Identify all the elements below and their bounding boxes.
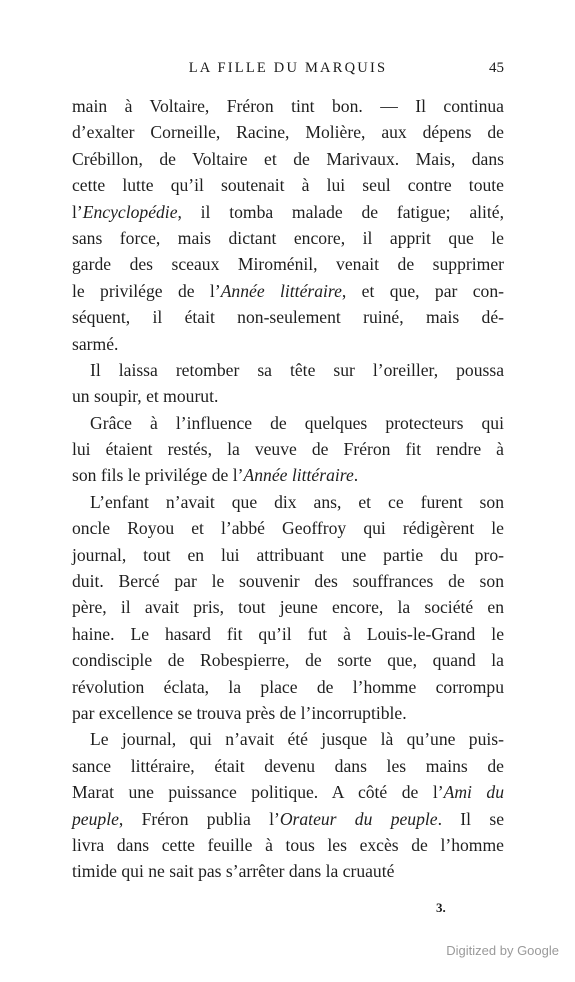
text-line [72, 621, 504, 647]
text-line [72, 357, 504, 383]
text-segment: son fils le privilége de l’ [72, 465, 244, 486]
text-segment: journal, tout en lui attribuant une partie du pro- [72, 544, 504, 565]
signature-mark: 3. [436, 900, 446, 915]
text-segment: séquent, il était non-seulement ruiné, mais dé- [72, 307, 504, 328]
text-line [72, 462, 504, 488]
text-line [72, 119, 504, 145]
text-line [72, 146, 504, 172]
text-line [72, 199, 504, 225]
text-segment: livra dans cette feuille à tous les excès de l’homme [72, 834, 504, 855]
text-line [72, 278, 504, 304]
text-line [72, 304, 504, 330]
text-segment: timide qui ne sait pas s’arrêter dans la cruauté [72, 861, 395, 882]
text-line [72, 489, 504, 515]
text-segment: sans force, mais dictant encore, il apprit que le [72, 227, 504, 248]
text-segment: l’ [72, 201, 83, 222]
text-segment: , il tomba malade de fatigue; alité, [177, 201, 504, 222]
text-line [72, 779, 504, 805]
text-segment: main à Voltaire, Fréron tint bon. — Il continua [72, 96, 504, 116]
text-line [72, 858, 504, 884]
text-line [72, 251, 504, 277]
text-segment: . [353, 465, 359, 486]
running-header [72, 60, 504, 84]
text-segment: Grâce à l’influence de quelques protecteurs qui [90, 412, 504, 433]
text-segment: Le journal, qui n’avait été jusque là qu’une puis- [90, 729, 504, 750]
text-segment: duit. Bercé par le souvenir des souffrances de son [72, 571, 504, 592]
text-segment: sance littéraire, était devenu dans les mains de [72, 755, 504, 776]
italic-title: Encyclopédie [82, 201, 178, 222]
text-line [72, 832, 504, 858]
text-segment: sarmé. [72, 333, 119, 354]
text-segment: condisciple de Robespierre, de sorte que, quand la [72, 650, 504, 671]
italic-title: Orateur du peuple [279, 808, 438, 829]
text-segment: oncle Royou et l’abbé Geoffroy qui rédigèrent le [72, 518, 504, 539]
running-title: LA FILLE DU MARQUIS [188, 60, 388, 76]
text-segment: d’exalter Corneille, Racine, Molière, aux dépens de [72, 122, 504, 143]
digitization-watermark: Digitized by Google [446, 943, 559, 958]
page-number: 45 [489, 60, 504, 76]
text-segment: L’enfant n’avait que dix ans, et ce furent son [90, 491, 504, 512]
text-line [72, 674, 504, 700]
text-segment: cette lutte qu’il soutenait à lui seul contre toute [72, 175, 504, 196]
text-line [72, 806, 504, 832]
text-segment: Marat une puissance politique. A côté de l’ [72, 782, 444, 803]
text-segment: Crébillon, de Voltaire et de Marivaux. Mais, dans [72, 148, 504, 169]
text-segment: lui étaient restés, la veuve de Fréron fit rendre à [72, 439, 504, 460]
text-line [72, 753, 504, 779]
text-line [72, 726, 504, 752]
text-segment: garde des sceaux Miroménil, venait de supprimer [72, 254, 504, 275]
text-segment: Il laissa retomber sa tête sur l’oreiller, poussa [90, 359, 504, 380]
italic-title: Ami du [443, 782, 504, 803]
text-line [72, 568, 504, 594]
text-line [72, 542, 504, 568]
text-line [72, 647, 504, 673]
body-text [72, 93, 504, 885]
text-segment: par excellence se trouva près de l’incorruptible. [72, 702, 407, 723]
text-line [72, 172, 504, 198]
text-segment: . Il se [437, 808, 504, 829]
text-segment: le privilége de l’ [72, 280, 221, 301]
italic-title: Année littéraire [220, 280, 342, 301]
text-line [72, 515, 504, 541]
italic-title: peuple [72, 808, 119, 829]
text-line [72, 700, 504, 726]
text-line [72, 410, 504, 436]
text-line [72, 383, 504, 409]
italic-title: Année littéraire [243, 465, 354, 486]
text-line [72, 93, 504, 119]
text-segment: , Fréron publia l’ [118, 808, 280, 829]
text-segment: un soupir, et mourut. [72, 386, 219, 407]
text-line [72, 436, 504, 462]
text-segment: père, il avait pris, tout jeune encore, la société en [72, 597, 504, 618]
text-segment: révolution éclata, la place de l’homme corrompu [72, 676, 504, 697]
text-segment: haine. Le hasard fit qu’il fut à Louis-le-Grand le [72, 623, 504, 644]
text-line [72, 594, 504, 620]
text-line [72, 331, 504, 357]
text-segment: , et que, par con- [341, 280, 505, 301]
text-line [72, 225, 504, 251]
